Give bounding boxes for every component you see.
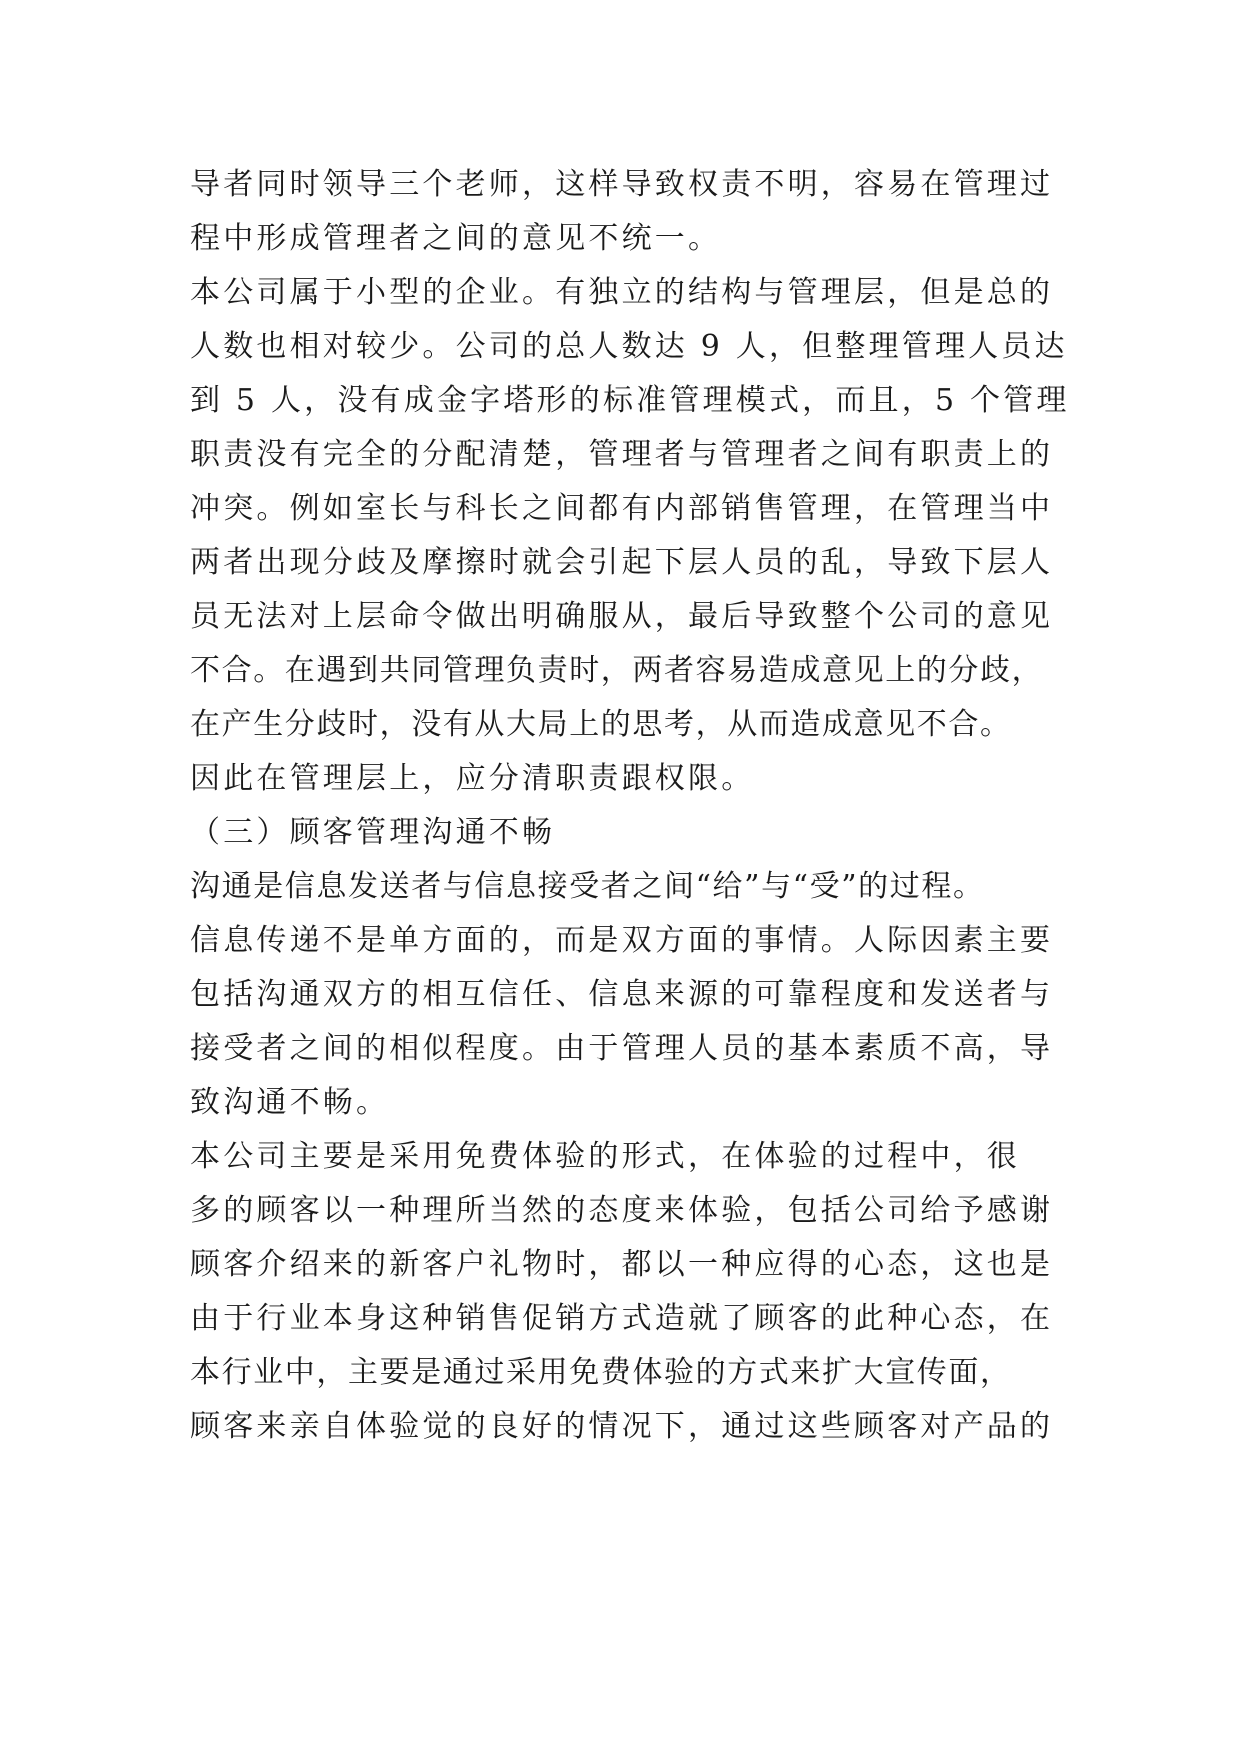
text-line: 因此在管理层上，应分清职责跟权限。 bbox=[190, 761, 755, 796]
text-line: 本公司属于小型的企业。有独立的结构与管理层，但是总的 bbox=[190, 275, 1054, 310]
text-line: 到 5 人，没有成金字塔形的标准管理模式，而且，5 个管理 bbox=[190, 383, 1070, 418]
text-line: 员无法对上层命令做出明确服从，最后导致整个公司的意见 bbox=[190, 599, 1054, 634]
text-line: 沟通是信息发送者与信息接受者之间“给”与“受”的过程。 bbox=[190, 869, 985, 904]
text-line: 致沟通不畅。 bbox=[190, 1085, 390, 1120]
text-line: 顾客介绍来的新客户礼物时，都以一种应得的心态，这也是 bbox=[190, 1247, 1054, 1282]
text-line: 两者出现分歧及摩擦时就会引起下层人员的乱，导致下层人 bbox=[190, 545, 1054, 580]
text-line: 导者同时领导三个老师，这样导致权责不明，容易在管理过 bbox=[190, 167, 1054, 202]
text-line: 职责没有完全的分配清楚，管理者与管理者之间有职责上的 bbox=[190, 437, 1054, 472]
text-line: 人数也相对较少。公司的总人数达 9 人，但整理管理人员达 bbox=[190, 329, 1068, 364]
text-line: 在产生分歧时，没有从大局上的思考，从而造成意见不合。 bbox=[190, 707, 1012, 742]
section-heading: （三）顾客管理沟通不畅 bbox=[190, 815, 556, 850]
body-text bbox=[190, 158, 1070, 1454]
text-line: 不合。在遇到共同管理负责时，两者容易造成意见上的分歧， bbox=[190, 653, 1044, 688]
text-line: 顾客来亲自体验觉的良好的情况下，通过这些顾客对产品的 bbox=[190, 1409, 1054, 1444]
text-line: 多的顾客以一种理所当然的态度来体验，包括公司给予感谢 bbox=[190, 1193, 1054, 1228]
text-line: 冲突。例如室长与科长之间都有内部销售管理，在管理当中 bbox=[190, 491, 1054, 526]
text-line: 包括沟通双方的相互信任、信息来源的可靠程度和发送者与 bbox=[190, 977, 1054, 1012]
text-line: 本行业中，主要是通过采用免费体验的方式来扩大宣传面， bbox=[190, 1355, 1012, 1390]
text-line: 接受者之间的相似程度。由于管理人员的基本素质不高，导 bbox=[190, 1031, 1054, 1066]
text-line: 信息传递不是单方面的，而是双方面的事情。人际因素主要 bbox=[190, 923, 1054, 958]
text-line: 由于行业本身这种销售促销方式造就了顾客的此种心态，在 bbox=[190, 1301, 1054, 1336]
text-line: 程中形成管理者之间的意见不统一。 bbox=[190, 221, 722, 256]
text-line: 本公司主要是采用免费体验的形式，在体验的过程中，很 bbox=[190, 1139, 1020, 1174]
